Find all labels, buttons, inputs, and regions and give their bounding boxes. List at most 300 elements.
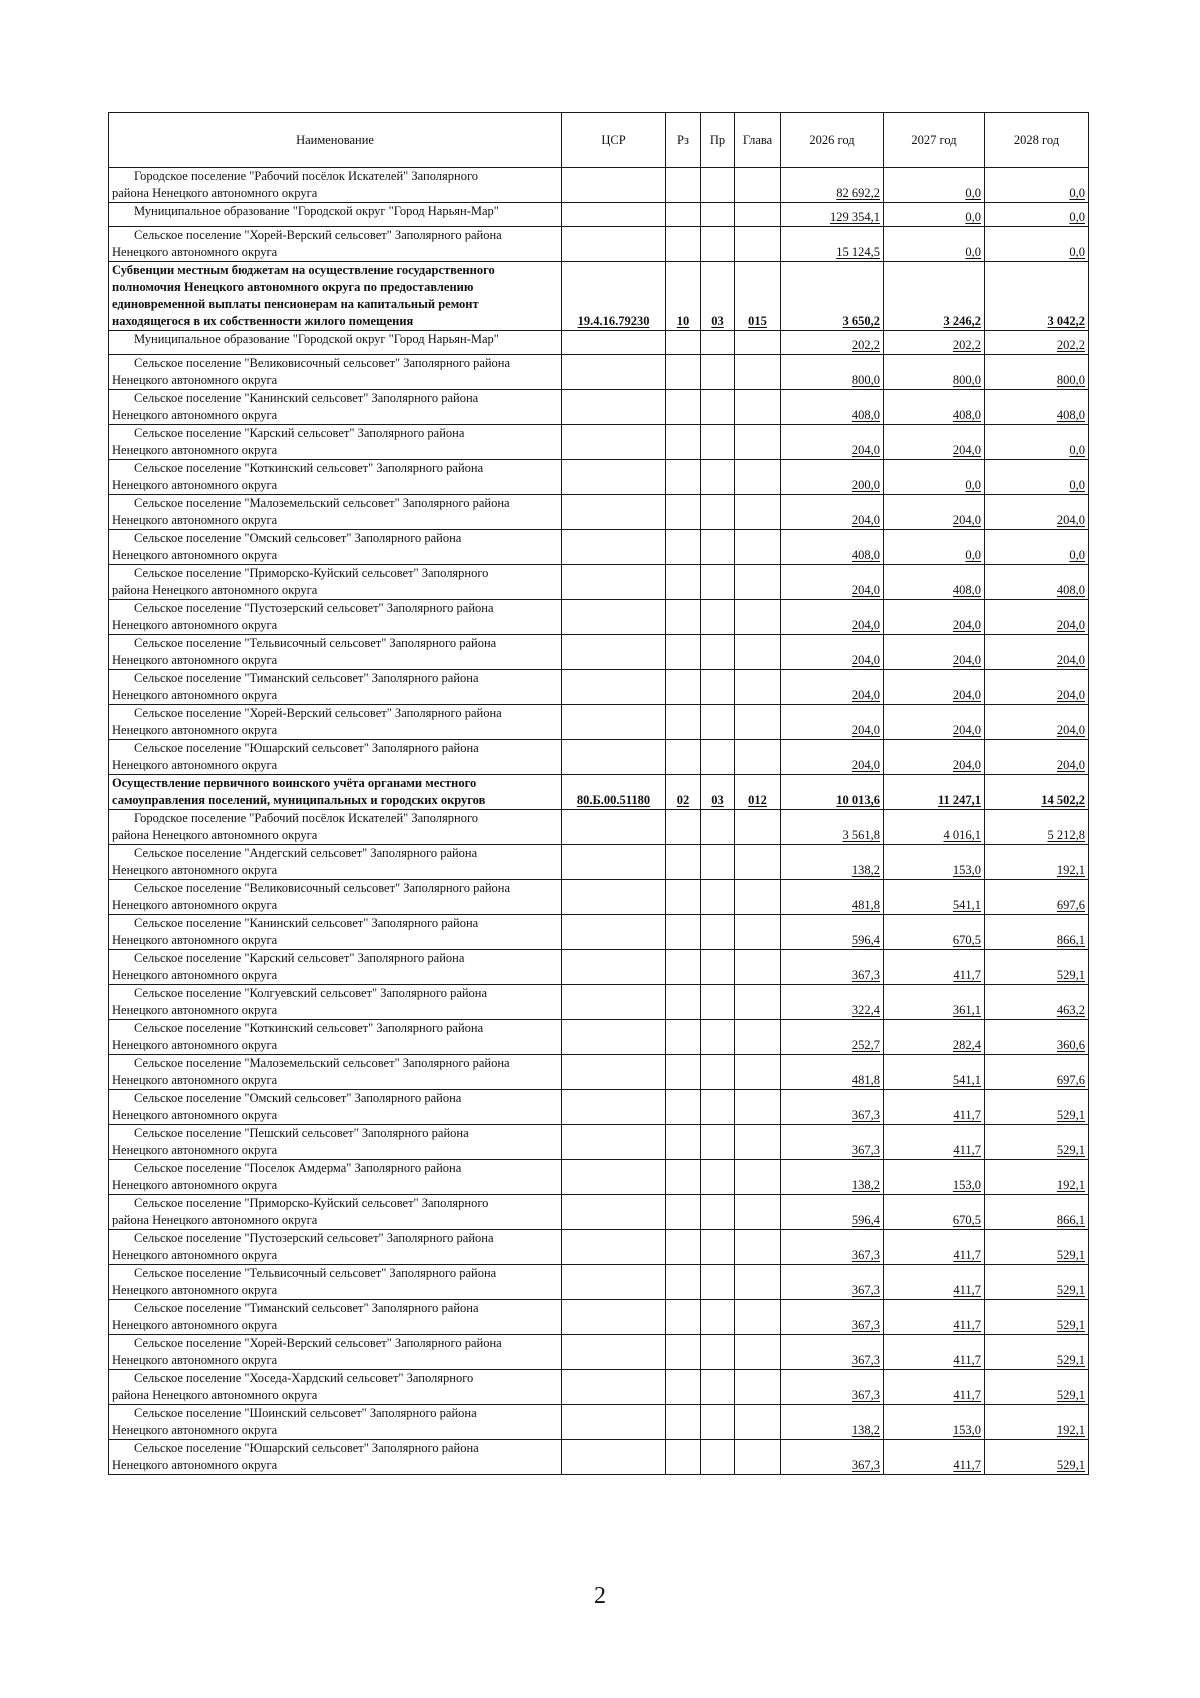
row-glava-cell [735,331,781,355]
row-pr-cell [701,1230,735,1265]
row-name-line: Ненецкого автономного округа [112,1003,278,1017]
row-pr-cell [701,775,735,810]
row-name-line: Ненецкого автономного округа [112,408,278,422]
row-glava-cell [735,775,781,810]
row-name-cell [109,565,562,600]
row-2027-cell [884,565,985,600]
row-2028-cell [985,1125,1089,1160]
row-pr-cell [701,1370,735,1405]
row-2026-cell [781,810,884,845]
row-name-line: Ненецкого автономного округа [112,1283,278,1297]
row-rz-cell [666,880,701,915]
row-rz-cell [666,460,701,495]
row-name-line: Сельское поселение "Андегский сельсовет" Заполярного района [134,846,478,860]
row-2027-value: 0,0 [965,245,981,259]
row-2028-cell [985,915,1089,950]
row-glava-cell [735,1195,781,1230]
row-2027-cell [884,915,985,950]
row-csr-cell [562,1125,666,1160]
row-glava-cell [735,915,781,950]
row-2026-value: 252,7 [851,1038,880,1052]
row-2027-cell [884,880,985,915]
row-2026-cell [781,390,884,425]
row-csr-cell [562,705,666,740]
row-pr-cell [701,1160,735,1195]
row-2027-cell [884,203,985,227]
row-glava-cell [735,1125,781,1160]
row-csr-cell [562,355,666,390]
row-pr-cell [701,168,735,203]
row-2028-cell [985,775,1089,810]
row-name-cell [109,203,562,227]
table-row [109,1020,1089,1055]
row-glava-cell [735,227,781,262]
row-name-line: Ненецкого автономного округа [112,723,278,737]
row-pr-cell [701,845,735,880]
row-glava-cell [735,1230,781,1265]
row-name-line: Сельское поселение "Тиманский сельсовет" Заполярного района [134,1301,479,1315]
row-rz-cell [666,1265,701,1300]
row-2028-cell [985,262,1089,331]
row-name-line: Сельское поселение "Малоземельский сельсовет" Заполярного района [134,496,510,510]
row-csr-cell [562,1195,666,1230]
row-2026-cell [781,203,884,227]
row-name-cell [109,670,562,705]
row-2028-cell [985,331,1089,355]
row-name-cell [109,1160,562,1195]
row-2028-cell [985,845,1089,880]
row-2028-cell [985,705,1089,740]
row-2027-value: 408,0 [952,583,981,597]
row-csr-cell [562,915,666,950]
row-name-line: Сельское поселение "Великовисочный сельсовет" Заполярного района [134,881,511,895]
row-name-line: Сельское поселение "Омский сельсовет" Заполярного района [134,531,462,545]
row-2028-cell [985,390,1089,425]
row-pr-cell [701,810,735,845]
row-name-cell [109,775,562,810]
row-csr-cell [562,1300,666,1335]
row-pr-cell [701,530,735,565]
row-rz-cell [666,495,701,530]
row-2028-value: 192,1 [1056,1178,1085,1192]
row-2027-value: 204,0 [952,618,981,632]
row-2026-value: 596,4 [851,1213,880,1227]
row-2027-cell [884,775,985,810]
header-glava: Глава [735,113,781,168]
row-2027-value: 204,0 [952,758,981,772]
row-name-line: Ненецкого автономного округа [112,443,278,457]
row-2028-value: 408,0 [1056,583,1085,597]
row-glava-cell [735,425,781,460]
row-rz-cell [666,1195,701,1230]
row-name-cell [109,1300,562,1335]
row-2026-cell [781,495,884,530]
row-2028-cell [985,565,1089,600]
table-row [109,203,1089,227]
table-row [109,810,1089,845]
row-name-cell [109,705,562,740]
row-2028-value: 697,6 [1056,898,1085,912]
row-2027-cell [884,1265,985,1300]
row-glava-cell [735,495,781,530]
row-name-line: Сельское поселение "Великовисочный сельсовет" Заполярного района [134,356,511,370]
row-2026-value: 204,0 [851,723,880,737]
row-2026-value: 367,3 [851,1248,880,1262]
row-2028-cell [985,227,1089,262]
row-2026-cell [781,1125,884,1160]
row-csr-cell [562,495,666,530]
row-name-cell [109,1055,562,1090]
row-name-cell [109,985,562,1020]
row-pr-cell [701,1265,735,1300]
row-pr-cell [701,670,735,705]
row-2027-cell [884,1020,985,1055]
table-row [109,1440,1089,1475]
row-2026-value: 10 013,6 [836,793,880,807]
row-2028-value: 529,1 [1056,1458,1085,1472]
row-rz-cell [666,262,701,331]
row-2028-cell [985,880,1089,915]
table-row [109,1405,1089,1440]
row-2026-cell [781,950,884,985]
row-2027-value: 153,0 [952,1178,981,1192]
row-rz-cell [666,1020,701,1055]
row-pr-cell [701,1195,735,1230]
row-2028-cell [985,1440,1089,1475]
row-2026-cell [781,262,884,331]
header-2027: 2027 год [884,113,985,168]
row-glava-value: 012 [748,793,767,807]
row-rz-cell [666,1230,701,1265]
row-rz-cell [666,565,701,600]
row-2027-value: 670,5 [952,933,981,947]
row-pr-cell [701,985,735,1020]
row-2026-cell [781,1370,884,1405]
row-pr-cell [701,740,735,775]
row-2028-cell [985,355,1089,390]
row-2026-cell [781,355,884,390]
row-name-cell [109,227,562,262]
row-2027-cell [884,1125,985,1160]
row-2026-cell [781,168,884,203]
row-2026-value: 129 354,1 [830,210,880,224]
row-2027-value: 411,7 [953,1248,981,1262]
row-glava-cell [735,950,781,985]
row-name-line: Сельское поселение "Хоседа-Хардский сельсовет" Заполярного [134,1371,474,1385]
row-2027-cell [884,425,985,460]
row-2026-cell [781,331,884,355]
row-2027-value: 153,0 [952,863,981,877]
row-name-line: Сельское поселение "Приморско-Куйский сельсовет" Заполярного [134,1196,489,1210]
row-name-cell [109,915,562,950]
row-name-line: Ненецкого автономного округа [112,478,278,492]
row-name-line: Сельское поселение "Хорей-Верский сельсовет" Заполярного района [134,1336,502,1350]
row-rz-cell [666,705,701,740]
row-name-line: Субвенции местным бюджетам на осуществление государственного [112,263,495,277]
row-name-line: Ненецкого автономного округа [112,1108,278,1122]
header-name: Наименование [109,113,562,168]
header-2028: 2028 год [985,113,1089,168]
row-2026-cell [781,1440,884,1475]
row-glava-cell [735,670,781,705]
row-2027-cell [884,1055,985,1090]
row-name-line: Сельское поселение "Канинский сельсовет" Заполярного района [134,916,479,930]
table-row [109,740,1089,775]
row-name-line: Осуществление первичного воинского учёта органами местного [112,776,477,790]
row-rz-cell [666,227,701,262]
row-glava-cell [735,565,781,600]
row-name-line: Городское поселение "Рабочий посёлок Искателей" Заполярного [134,169,479,183]
row-csr-cell [562,1020,666,1055]
row-pr-cell [701,600,735,635]
row-2027-cell [884,530,985,565]
row-csr-cell [562,565,666,600]
row-glava-cell [735,880,781,915]
row-2027-value: 411,7 [953,1283,981,1297]
row-csr-cell [562,1265,666,1300]
row-2028-value: 408,0 [1056,408,1085,422]
row-2028-cell [985,1370,1089,1405]
row-2027-value: 282,4 [952,1038,981,1052]
row-rz-cell [666,845,701,880]
row-2028-cell [985,425,1089,460]
row-2026-cell [781,775,884,810]
row-pr-cell [701,1335,735,1370]
row-glava-cell [735,705,781,740]
row-2028-value: 463,2 [1056,1003,1085,1017]
row-2026-value: 367,3 [851,1458,880,1472]
row-pr-cell [701,1055,735,1090]
row-glava-cell [735,845,781,880]
row-2026-cell [781,1265,884,1300]
row-csr-value: 80.Б.00.51180 [576,793,651,807]
row-csr-cell [562,1230,666,1265]
row-name-cell [109,1440,562,1475]
row-pr-cell [701,1090,735,1125]
row-name-line: Сельское поселение "Юшарский сельсовет" Заполярного района [134,1441,479,1455]
table-row [109,425,1089,460]
row-name-line: Сельское поселение "Пешский сельсовет" Заполярного района [134,1126,469,1140]
header-rz: Рз [666,113,701,168]
row-2026-value: 367,3 [851,1143,880,1157]
row-csr-cell [562,635,666,670]
row-2028-value: 0,0 [1069,210,1085,224]
row-2026-cell [781,1195,884,1230]
row-pr-cell [701,1020,735,1055]
row-name-line: Ненецкого автономного округа [112,968,278,982]
row-name-line: Ненецкого автономного округа [112,898,278,912]
row-2028-value: 529,1 [1056,1108,1085,1122]
row-pr-cell [701,1440,735,1475]
row-name-cell [109,635,562,670]
row-2028-value: 529,1 [1056,1318,1085,1332]
table-row [109,355,1089,390]
table-header-row [109,113,1089,168]
row-2027-cell [884,495,985,530]
row-2026-value: 322,4 [851,1003,880,1017]
row-glava-cell [735,1020,781,1055]
row-2026-cell [781,1230,884,1265]
row-name-line: Сельское поселение "Карский сельсовет" Заполярного района [134,951,465,965]
row-2027-value: 4 016,1 [943,828,981,842]
row-rz-cell [666,1055,701,1090]
row-csr-cell [562,203,666,227]
row-2028-cell [985,1265,1089,1300]
row-2028-cell [985,670,1089,705]
row-2027-cell [884,1300,985,1335]
row-name-line: Сельское поселение "Коткинский сельсовет" Заполярного района [134,1021,484,1035]
row-2027-value: 411,7 [953,1143,981,1157]
table-row [109,1195,1089,1230]
row-2028-cell [985,950,1089,985]
row-2028-cell [985,1055,1089,1090]
row-2026-value: 408,0 [851,408,880,422]
row-rz-cell [666,203,701,227]
row-2026-cell [781,227,884,262]
row-2026-cell [781,985,884,1020]
table-row [109,227,1089,262]
table-row [109,1300,1089,1335]
table-row [109,705,1089,740]
header-pr: Пр [701,113,735,168]
row-name-cell [109,1335,562,1370]
row-csr-cell [562,331,666,355]
row-2026-cell [781,1300,884,1335]
row-2027-value: 204,0 [952,723,981,737]
row-pr-value: 03 [711,793,724,807]
row-2028-value: 5 212,8 [1047,828,1085,842]
row-pr-cell [701,635,735,670]
row-2026-value: 367,3 [851,1388,880,1402]
row-2027-value: 202,2 [952,338,981,352]
row-name-line: полномочия Ненецкого автономного округа по предоставлению [112,280,474,294]
row-csr-cell [562,227,666,262]
row-rz-cell [666,1090,701,1125]
row-name-cell [109,530,562,565]
row-name-line: района Ненецкого автономного округа [112,186,318,200]
row-2026-value: 596,4 [851,933,880,947]
row-2026-value: 204,0 [851,653,880,667]
row-glava-cell [735,635,781,670]
row-2026-cell [781,670,884,705]
row-2026-cell [781,425,884,460]
row-2028-cell [985,1300,1089,1335]
table-row [109,950,1089,985]
row-csr-cell [562,950,666,985]
row-glava-cell [735,1055,781,1090]
row-2026-value: 367,3 [851,968,880,982]
row-name-line: Сельское поселение "Тельвисочный сельсовет" Заполярного района [134,1266,497,1280]
row-2028-value: 0,0 [1069,186,1085,200]
row-2027-value: 411,7 [953,1458,981,1472]
row-2026-cell [781,915,884,950]
row-rz-cell [666,1405,701,1440]
row-glava-cell [735,168,781,203]
row-csr-value: 19.4.16.79230 [577,314,650,328]
row-2028-cell [985,810,1089,845]
row-2026-value: 82 692,2 [836,186,880,200]
row-2026-value: 204,0 [851,688,880,702]
row-2026-value: 204,0 [851,443,880,457]
row-name-line: Ненецкого автономного округа [112,863,278,877]
table-row [109,530,1089,565]
row-2028-value: 0,0 [1069,245,1085,259]
row-2026-value: 3 650,2 [842,314,880,328]
row-pr-value: 03 [711,314,724,328]
row-name-line: Ненецкого автономного округа [112,688,278,702]
row-csr-cell [562,460,666,495]
row-name-line: Сельское поселение "Пустозерский сельсовет" Заполярного района [134,1231,494,1245]
row-2028-cell [985,1230,1089,1265]
row-2027-value: 411,7 [953,968,981,982]
row-glava-cell [735,600,781,635]
row-2026-cell [781,530,884,565]
row-2028-value: 204,0 [1056,688,1085,702]
row-2027-cell [884,331,985,355]
row-name-line: Сельское поселение "Хорей-Верский сельсовет" Заполярного района [134,228,502,242]
row-glava-cell [735,740,781,775]
header-csr: ЦСР [562,113,666,168]
row-name-line: Сельское поселение "Тиманский сельсовет" Заполярного района [134,671,479,685]
row-name-line: района Ненецкого автономного округа [112,583,318,597]
table-row [109,600,1089,635]
page-number: 2 [594,1583,606,1609]
row-2028-value: 3 042,2 [1047,314,1085,328]
table-row [109,915,1089,950]
row-2028-value: 0,0 [1069,443,1085,457]
row-pr-cell [701,262,735,331]
row-glava-cell [735,460,781,495]
row-glava-cell [735,810,781,845]
row-2028-value: 866,1 [1056,933,1085,947]
row-glava-cell [735,1160,781,1195]
row-2026-cell [781,460,884,495]
row-pr-cell [701,495,735,530]
row-name-line: Муниципальное образование "Городской округ "Город Нарьян-Мар" [134,204,499,218]
budget-table [108,112,1089,1475]
row-rz-cell [666,390,701,425]
row-2026-value: 367,3 [851,1108,880,1122]
row-pr-cell [701,565,735,600]
row-2027-value: 0,0 [965,478,981,492]
row-rz-cell [666,425,701,460]
row-name-line: Ненецкого автономного округа [112,1178,278,1192]
row-rz-cell [666,950,701,985]
row-2027-value: 800,0 [952,373,981,387]
row-name-line: Ненецкого автономного округа [112,1248,278,1262]
row-2028-cell [985,600,1089,635]
row-name-line: Сельское поселение "Колгуевский сельсовет" Заполярного района [134,986,488,1000]
table-row [109,1090,1089,1125]
table-row [109,635,1089,670]
row-2026-value: 367,3 [851,1353,880,1367]
row-name-line: Сельское поселение "Поселок Амдерма" Заполярного района [134,1161,462,1175]
row-2027-cell [884,705,985,740]
row-csr-cell [562,1405,666,1440]
row-2027-value: 411,7 [953,1388,981,1402]
row-rz-cell [666,1125,701,1160]
row-2027-cell [884,1230,985,1265]
row-2027-value: 11 247,1 [937,793,981,807]
row-2028-cell [985,1405,1089,1440]
row-2026-value: 481,8 [851,898,880,912]
row-2027-cell [884,950,985,985]
row-rz-cell [666,775,701,810]
row-glava-cell [735,1370,781,1405]
row-2026-cell [781,635,884,670]
row-2027-cell [884,1160,985,1195]
row-2026-value: 204,0 [851,618,880,632]
